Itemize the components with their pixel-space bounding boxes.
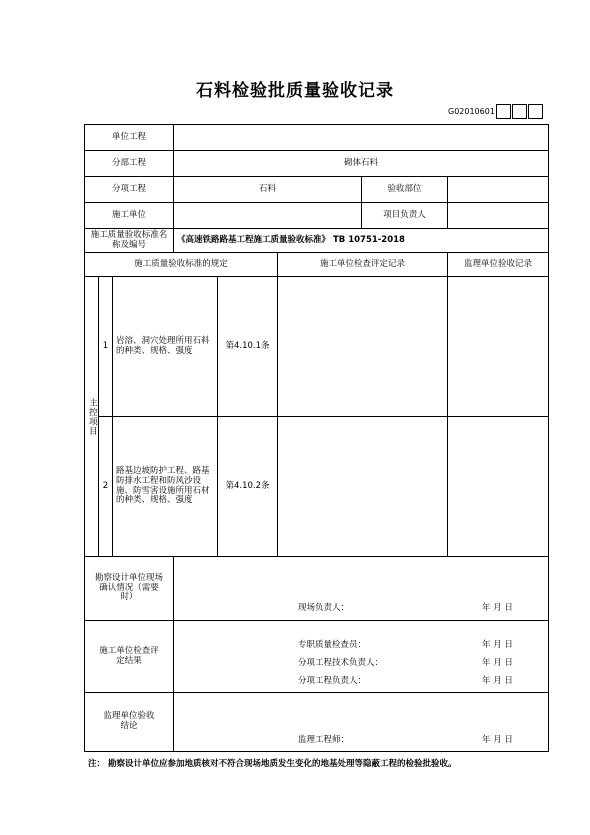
- construction-unit-field[interactable]: [174, 203, 362, 229]
- supervision-signer: 监理工程师：: [298, 735, 350, 745]
- standard-label: 施工质量验收标准名称及编号: [85, 229, 174, 253]
- form-code: [448, 104, 543, 119]
- project-lead-field[interactable]: [448, 203, 548, 229]
- main-control-label: 主控项目: [85, 277, 99, 557]
- construction-check-date: 年 月 日: [482, 658, 513, 668]
- construction-check-signer: 分项工程负责人：: [298, 676, 367, 686]
- construction-check-signer: 专职质量检查员：: [298, 640, 367, 650]
- item-clause: 第4.10.1条: [218, 277, 278, 417]
- survey-date: 年 月 日: [482, 603, 513, 613]
- construction-check-date: 年 月 日: [482, 640, 513, 650]
- form-code-text: G02010601: [448, 107, 495, 116]
- item-content: 岩溶、洞穴处理所用石料的种类、规格、强度: [113, 277, 218, 417]
- item-number: 2: [99, 417, 113, 557]
- construction-unit-label: 施工单位: [85, 203, 174, 229]
- project-lead-label: 项目负责人: [362, 203, 448, 229]
- item-supervision-field[interactable]: [448, 277, 548, 417]
- construction-check-date: 年 月 日: [482, 676, 513, 686]
- item-clause: 第4.10.2条: [218, 417, 278, 557]
- subitem-label: 分项工程: [85, 177, 174, 203]
- item-eval-field[interactable]: [278, 277, 448, 417]
- survey-signer: 现场负责人：: [298, 603, 350, 613]
- code-box[interactable]: [512, 104, 527, 119]
- supervision-label: 监理单位验收结论: [85, 693, 174, 751]
- standard-field[interactable]: 《高速铁路路基工程施工质量验收标准》 TB 10751-2018: [174, 229, 548, 253]
- item-number: 1: [99, 277, 113, 417]
- construction-check-signer: 分项工程技术负责人：: [298, 658, 384, 668]
- survey-label: 勘察设计单位现场确认情况（需要时）: [85, 557, 174, 621]
- page-title: 石料检验批质量验收记录: [196, 81, 394, 101]
- footnote: 注： 勘察设计单位应参加地质核对不符合现场地质发生变化的地基处理等隐蔽工程的检验批验收。: [88, 759, 457, 769]
- construction-check-field[interactable]: [174, 621, 548, 693]
- unit-project-label: 单位工程: [85, 125, 174, 151]
- inspection-part-label: 验收部位: [362, 177, 448, 203]
- code-box[interactable]: [528, 104, 543, 119]
- inspection-form: [84, 124, 549, 752]
- item-supervision-field[interactable]: [448, 417, 548, 557]
- header-standard-spec: 施工质量验收标准的规定: [85, 253, 278, 277]
- item-content: 路基边坡防护工程、路基防排水工程和防风沙设施、防雪害设施所用石材的种类、规格、强度: [113, 417, 218, 557]
- code-box[interactable]: [496, 104, 511, 119]
- subitem-field[interactable]: 石料: [174, 177, 362, 203]
- supervision-date: 年 月 日: [482, 735, 513, 745]
- construction-check-label: 施工单位检查评定结果: [85, 621, 174, 693]
- survey-field[interactable]: [174, 557, 548, 621]
- header-construction-eval: 施工单位检查评定记录: [278, 253, 448, 277]
- unit-project-field[interactable]: [174, 125, 548, 151]
- item-eval-field[interactable]: [278, 417, 448, 557]
- division-field[interactable]: 砌体石料: [174, 151, 548, 177]
- division-label: 分部工程: [85, 151, 174, 177]
- supervision-field[interactable]: [174, 693, 548, 751]
- inspection-part-field[interactable]: [448, 177, 548, 203]
- header-supervision-record: 监理单位验收记录: [448, 253, 548, 277]
